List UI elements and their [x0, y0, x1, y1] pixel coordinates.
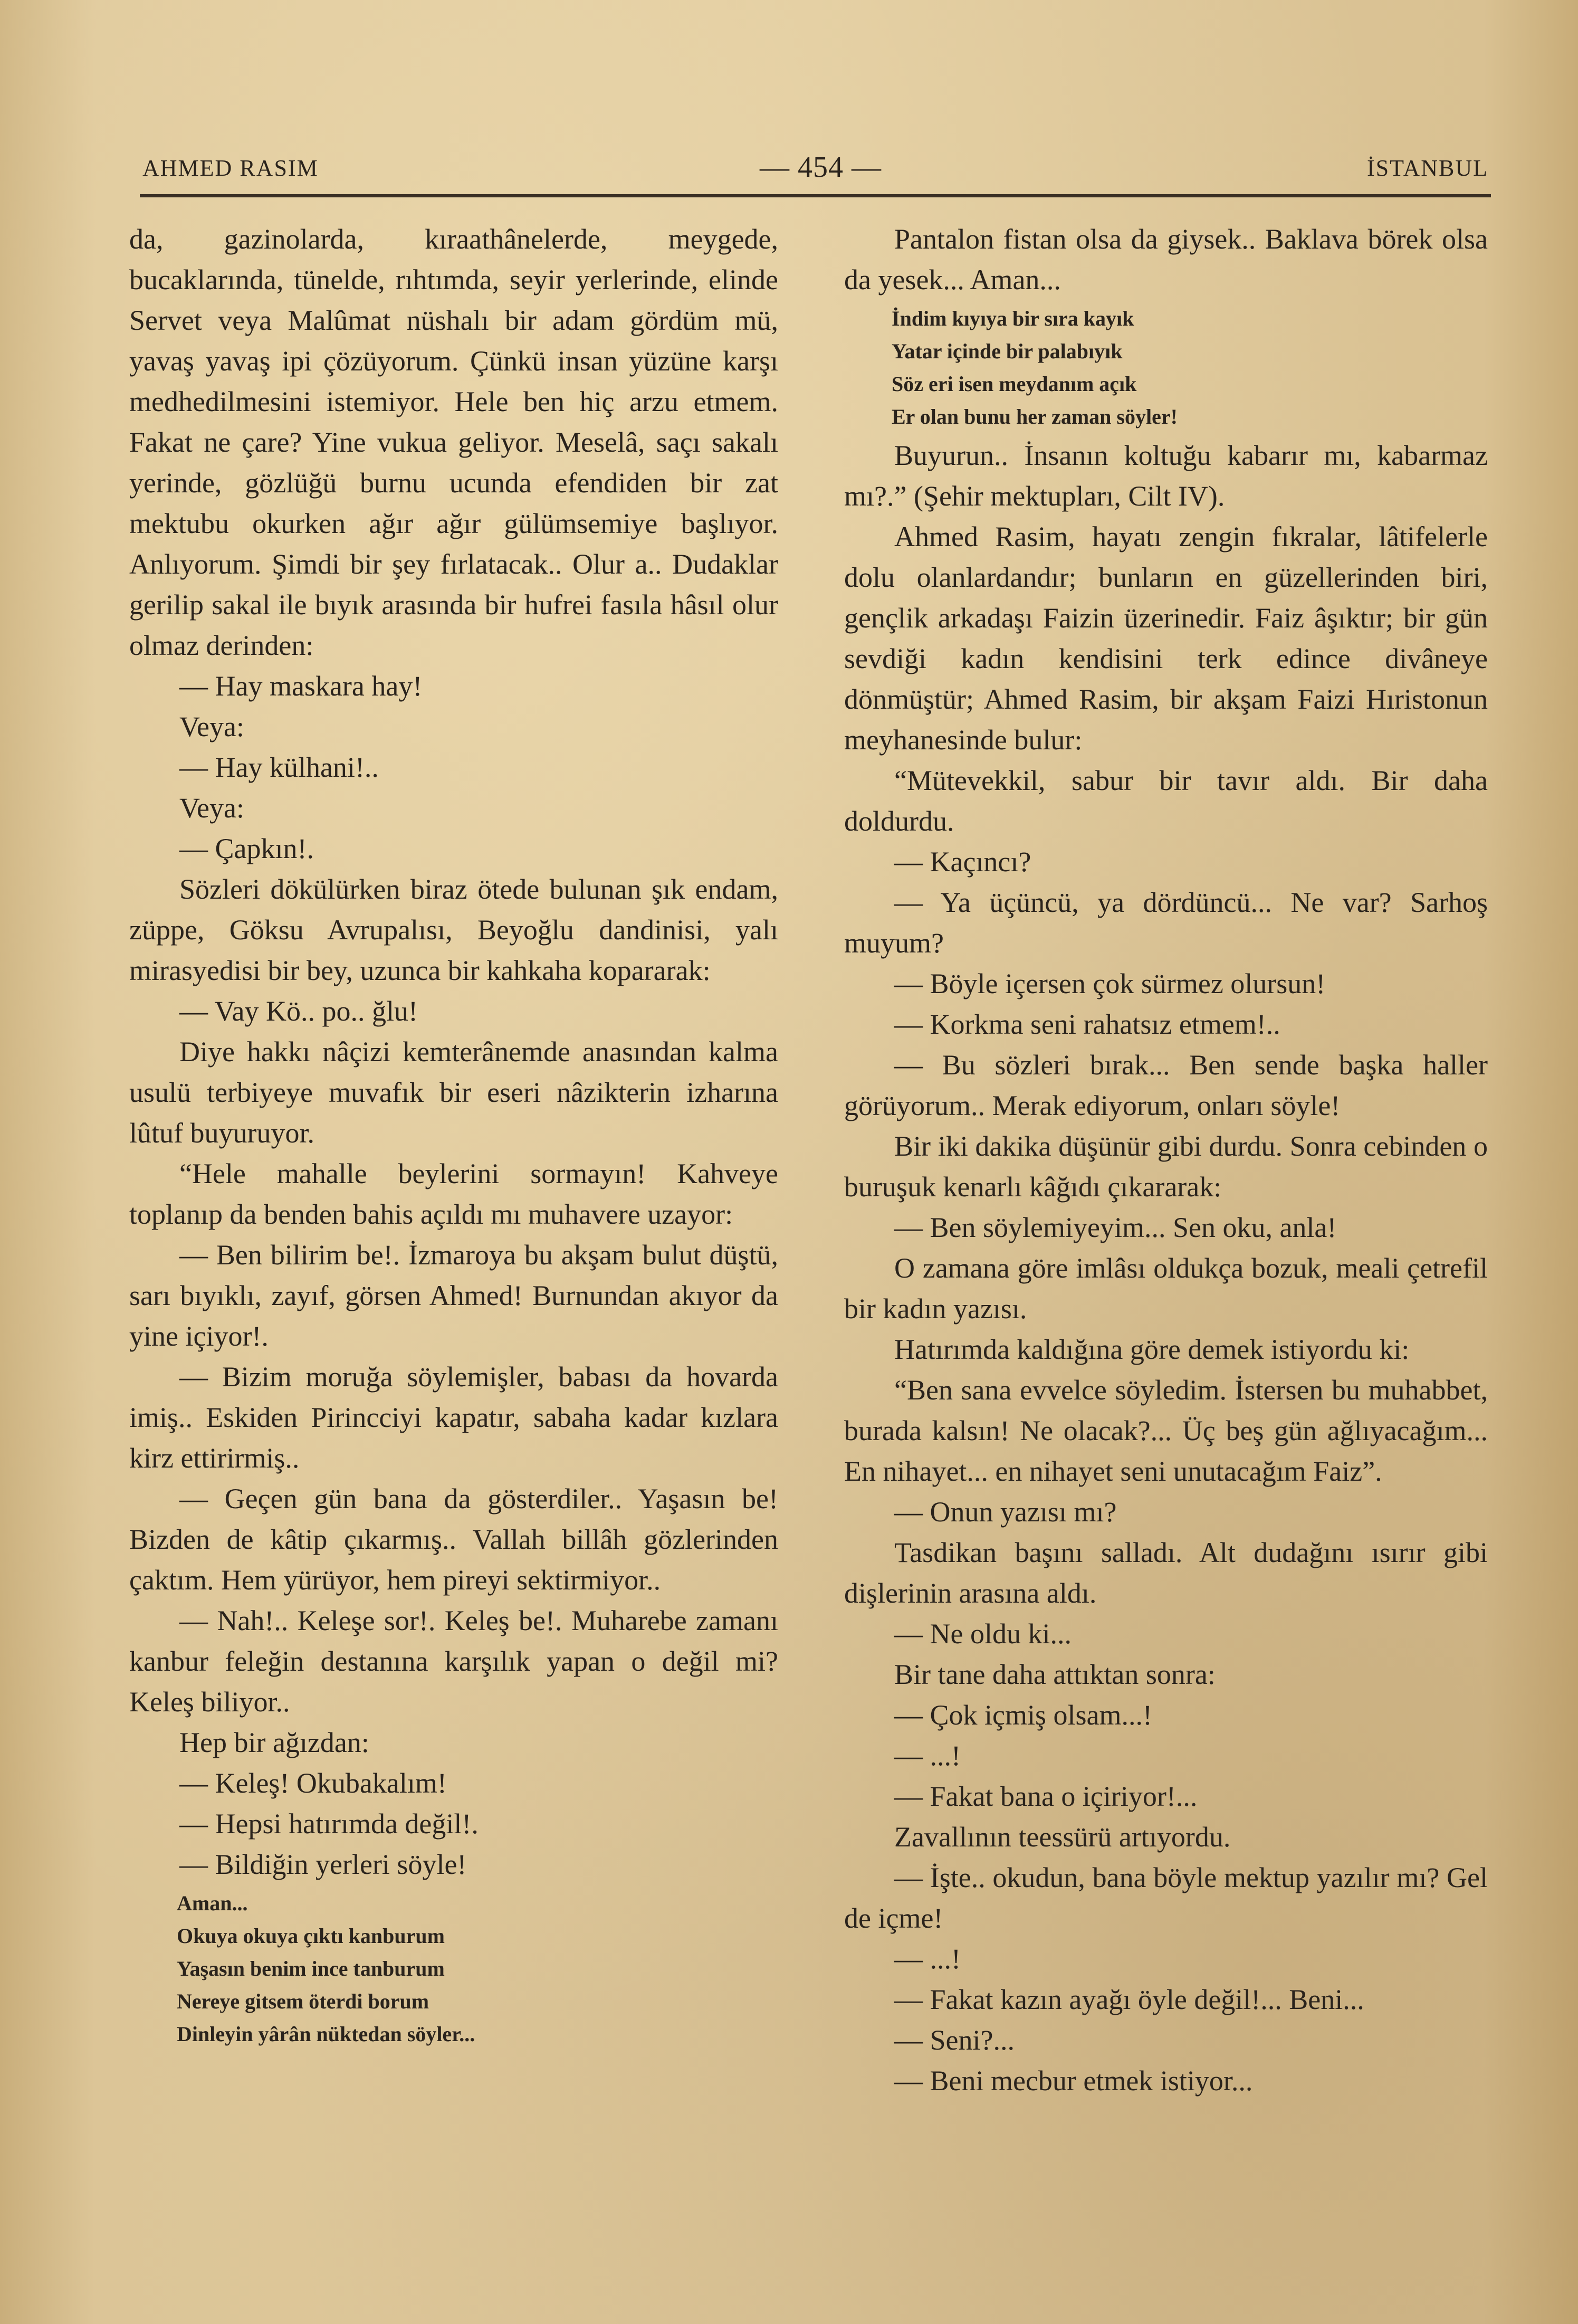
right-paragraph: — Kaçıncı?: [894, 846, 1031, 878]
header-rule: [140, 194, 1491, 197]
right-paragraph: “Ben sana evvelce söyledim. İstersen bu muhabbet, burada kalsın! Ne olacak?... Üç beş gün ağlıyacağım... En nihayet... en nihayet seni unutacağım Faiz”.: [844, 1374, 1488, 1487]
left-paragraph: — Nah!.. Keleşe sor!. Keleş be!. Muharebe zamanı kanbur feleğin destanına karşılık yapan o değil mi? Keleş biliyor..: [129, 1605, 778, 1718]
header-title: İSTANBUL: [1366, 155, 1488, 181]
left-paragraph: — Geçen gün bana da gösterdiler.. Yaşasın be! Bizden de kâtip çıkarmış.. Vallah billâh gözlerinden çaktım. Hem yürüyor, hem pireyi sektirmiyor..: [129, 1483, 778, 1596]
right-verse-line: İndim kıyıya bir sıra kayık: [892, 307, 1134, 330]
right-paragraph: — Ben söylemiyeyim... Sen oku, anla!: [894, 1212, 1337, 1243]
left-paragraph: da, gazinolarda, kıraathânelerde, meygede, bucaklarında, tünelde, rıhtımda, seyir yerlerinde, elinde Servet veya Malûmat nüshalı bir adam gördüm mü, yavaş yavaş ipi çözüyorum. Çünkü insan yüzüne karşı medhedilmesini istemiyor. Hele ben hiç arzu etmem. Fakat ne çare? Yine vukua geliyor. Meselâ, saçı sakalı yerinde, gözlüğü burnu ucunda efendiden bir zat mektubu okurken ağır ağır gülümsemiye başlıyor. Anlıyorum. Şimdi bir şey fırlatacak.. Olur a.. Dudaklar gerilip sakal ile bıyık arasında bir hufrei fasıla hâsıl olur olmaz derinden:: [129, 223, 778, 661]
right-paragraph: — İşte.. okudun, bana böyle mektup yazılır mı? Gel de içme!: [844, 1862, 1488, 1934]
left-paragraph: Veya:: [179, 711, 244, 742]
page-number: — 454 —: [760, 151, 882, 184]
right-paragraph: — Ya üçüncü, ya dördüncü... Ne var? Sarhoş muyum?: [844, 887, 1488, 959]
right-paragraph: Bir iki dakika düşünür gibi durdu. Sonra cebinden o buruşuk kenarlı kâğıdı çıkararak:: [844, 1130, 1488, 1203]
left-paragraph: Veya:: [179, 792, 244, 824]
right-paragraph: — Onun yazısı mı?: [894, 1496, 1117, 1528]
left-paragraph: — Ben bilirim be!. İzmaroya bu akşam bulut düştü, sarı bıyıklı, zayıf, görsen Ahmed! Burnundan akıyor da yine içiyor!.: [129, 1239, 778, 1352]
right-verse-line: Söz eri isen meydanım açık: [892, 372, 1137, 396]
right-paragraph: — Böyle içersen çok sürmez olursun!: [894, 968, 1326, 999]
left-paragraph: — Hay külhani!..: [179, 751, 379, 783]
left-paragraph: — Hepsi hatırımda değil!.: [179, 1808, 479, 1840]
right-paragraph: — Fakat bana o içiriyor!...: [894, 1780, 1198, 1812]
right-verse-line: Er olan bunu her zaman söyler!: [892, 405, 1178, 428]
left-verse-line: Okuya okuya çıktı kanburum: [177, 1924, 445, 1948]
left-paragraph: — Bildiğin yerleri söyle!: [179, 1849, 467, 1880]
right-paragraph: — ...!: [894, 1943, 961, 1975]
right-column: [844, 219, 1488, 2101]
left-verse-line: Dinleyin yârân nüktedan söyler...: [177, 2022, 475, 2046]
left-paragraph: — Keleş! Okubakalım!: [179, 1767, 447, 1799]
left-paragraph: — Hay maskara hay!: [179, 670, 423, 702]
right-paragraph: “Mütevekkil, sabur bir tavır aldı. Bir daha doldurdu.: [844, 765, 1488, 837]
right-paragraph: Ahmed Rasim, hayatı zengin fıkralar, lâtifelerle dolu olanlardandır; bunların en güzellerinden biri, gençlik arkadaşı Faizin üzerinedir. Faiz âşıktır; bir gün sevdiği kadın kendisini terk edince divâneye dönmüştür; Ahmed Rasim, bir akşam Faizi Hıristonun meyhanesinde bulur:: [844, 521, 1488, 756]
right-paragraph: Tasdikan başını salladı. Alt dudağını ısırır gibi dişlerinin arasına aldı.: [844, 1537, 1488, 1609]
left-column: [129, 219, 778, 2053]
right-paragraph: Bir tane daha attıktan sonra:: [894, 1659, 1216, 1690]
left-verse-line: Nereye gitsem öterdi borum: [177, 1989, 429, 2013]
right-paragraph: — ...!: [894, 1740, 961, 1771]
left-paragraph: — Bizim moruğa söylemişler, babası da hovarda imiş.. Eskiden Pirincciyi kapatır, sabaha kadar kızlara kirz ettirirmiş..: [129, 1361, 778, 1474]
right-paragraph: — Bu sözleri bırak... Ben sende başka haller görüyorum.. Merak ediyorum, onları söyle!: [844, 1049, 1488, 1121]
right-paragraph: O zamana göre imlâsı oldukça bozuk, meali çetrefil bir kadın yazısı.: [844, 1252, 1488, 1325]
left-paragraph: Diye hakkı nâçizi kemterânemde anasından kalma usulü terbiyeye muvafık bir eseri nâzikterin izharına lûtuf buyuruyor.: [129, 1036, 778, 1149]
right-paragraph: — Ne oldu ki...: [894, 1618, 1072, 1650]
right-paragraph: — Korkma seni rahatsız etmem!..: [894, 1008, 1280, 1040]
left-paragraph: — Çapkın!.: [179, 833, 314, 864]
running-header: [142, 150, 1488, 187]
left-paragraph: Hep bir ağızdan:: [179, 1727, 369, 1758]
left-paragraph: “Hele mahalle beylerini sormayın! Kahveye toplanıp da benden bahis açıldı mı muhavere uzayor:: [129, 1158, 778, 1230]
right-verse-line: Yatar içinde bir palabıyık: [892, 339, 1123, 363]
left-verse-line: Yaşasın benim ince tanburum: [177, 1957, 445, 1980]
right-paragraph: — Seni?...: [894, 2024, 1015, 2056]
right-paragraph: — Çok içmiş olsam...!: [894, 1699, 1152, 1731]
right-paragraph: Zavallının teessürü artıyordu.: [894, 1821, 1231, 1853]
right-paragraph: Hatırımda kaldığına göre demek istiyordu ki:: [894, 1334, 1410, 1365]
right-paragraph: Buyurun.. İnsanın koltuğu kabarır mı, kabarmaz mı?.” (Şehir mektupları, Cilt IV).: [844, 440, 1488, 512]
left-paragraph: — Vay Kö.. po.. ğlu!: [179, 995, 418, 1027]
right-paragraph: — Beni mecbur etmek istiyor...: [894, 2065, 1253, 2097]
left-verse-line: Aman...: [177, 1891, 248, 1915]
header-author: AHMED RASIM: [142, 155, 319, 181]
right-paragraph: Pantalon fistan olsa da giysek.. Baklava börek olsa da yesek... Aman...: [844, 223, 1488, 296]
right-paragraph: — Fakat kazın ayağı öyle değil!... Beni...: [894, 1984, 1364, 2015]
left-paragraph: Sözleri dökülürken biraz ötede bulunan şık endam, züppe, Göksu Avrupalısı, Beyoğlu dandinisi, yalı mirasyedisi bir bey, uzunca bir kahkaha kopararak:: [129, 873, 778, 986]
